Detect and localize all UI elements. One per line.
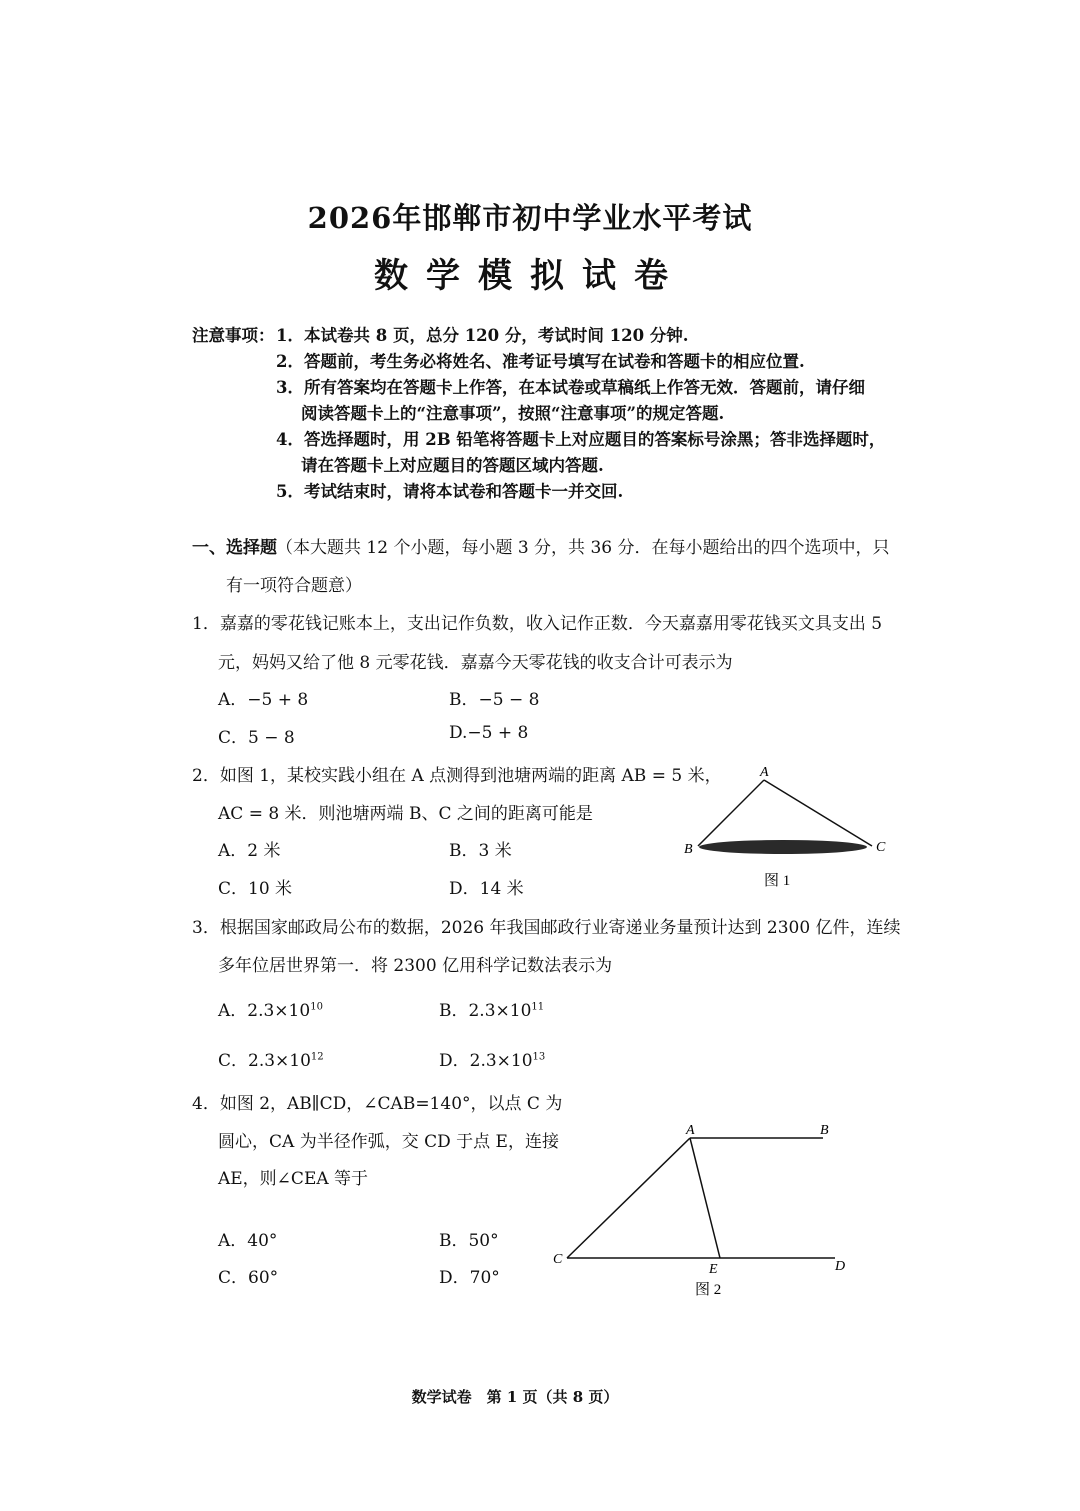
q2-text: 2．如图 1，某校实践小组在 A 点测得到池塘两端的距离 AB = 5 米， [192,766,722,786]
point-c-label: C [553,1252,563,1267]
note-item: 2．答题前，考生务必将姓名、准考证号填写在试卷和答题卡的相应位置. [276,352,805,371]
q4-option-c: C．60° [218,1268,279,1288]
point-a-label: A [760,765,769,780]
q4-text: AE，则∠CEA 等于 [218,1169,369,1189]
note-item: 4．答选择题时，用 2B 铅笔将答题卡上对应题目的答案标号涂黑；答非选择题时， [276,430,886,449]
q2-option-d: D．14 米 [449,879,524,899]
q4-option-a: A．40° [218,1231,278,1251]
q3-text: 多年位居世界第一．将 2300 亿用科学记数法表示为 [218,956,613,976]
q3-option-c: C．$2.3\times 10^{12}$ [218,1051,324,1071]
exam-title: 2026年邯郸市初中学业水平考试 [307,201,753,235]
q2-option-b: B．3 米 [449,841,512,861]
q4-option-d: D．70° [439,1268,500,1288]
q1-text: 元，妈妈又给了他 8 元零花钱．嘉嘉今天零花钱的收支合计可表示为 [218,653,733,673]
q3-option-d: D．$2.3\times 10^{13}$ [439,1051,546,1071]
point-b-label: B [820,1123,829,1138]
q4-text: 4．如图 2，AB∥CD，∠CAB=140°，以点 C 为 [192,1094,563,1114]
segment-ab [698,780,764,846]
section-heading: 一、选择题 [192,538,277,558]
figure-1 [680,760,900,895]
note-item: 1．本试卷共 8 页，总分 120 分，考试时间 120 分钟. [276,326,689,345]
exam-subtitle: 数学模拟试卷 [374,256,686,296]
q2-option-a: A．2 米 [218,841,281,861]
q1-option-b: B．−5 − 8 [449,690,540,710]
q2-text: AC = 8 米．则池塘两端 B、C 之间的距离可能是 [218,804,593,824]
q1-option-a: A．−5 + 8 [218,690,309,710]
page-footer: 数学试卷 第 1 页（共 8 页） [411,1388,619,1406]
point-c-label: C [876,840,886,855]
q3-text: 3．根据国家邮政局公布的数据，2026 年我国邮政行业寄递业务量预计达到 2300 亿件，连续 [192,918,901,938]
point-b-label: B [684,842,693,857]
q2-option-c: C．10 米 [218,879,293,899]
q1-option-c: C．5 − 8 [218,728,295,748]
figure-1-caption: 图 1 [764,873,791,889]
point-d-label: D [835,1259,846,1274]
section-desc: 有一项符合题意） [226,576,362,596]
note-item: 请在答题卡上对应题目的答题区域内答题. [301,456,604,475]
segment-ae [690,1138,720,1258]
q4-text: 圆心，CA 为半径作弧，交 CD 于点 E，连接 [218,1132,559,1152]
note-item: 3．所有答案均在答题卡上作答，在本试卷或草稿纸上作答无效．答题前，请仔细 [276,378,865,397]
point-a-label: A [686,1123,695,1138]
segment-ac [567,1138,690,1258]
note-item: 阅读答题卡上的“注意事项”，按照“注意事项”的规定答题. [301,404,725,423]
figure-2-caption: 图 2 [695,1282,722,1298]
q3-option-b: B．$2.3\times 10^{11}$ [439,1001,545,1021]
point-e-label: E [709,1262,718,1277]
note-item: 5．考试结束时，请将本试卷和答题卡一并交回. [276,482,624,501]
q3-option-a: A．$2.3\times 10^{10}$ [218,1001,323,1021]
segment-ac [764,780,872,846]
pond-shape [699,840,867,854]
q1-option-d: D.−5 + 8 [449,723,529,743]
figure-2 [545,1120,865,1305]
q4-option-b: B．50° [439,1231,499,1251]
q1-text: 1．嘉嘉的零花钱记账本上，支出记作负数，收入记作正数．今天嘉嘉用零花钱买文具支出 5 [192,614,883,634]
notes-label: 注意事项： [192,326,275,345]
section-desc: （本大题共 12 个小题，每小题 3 分，共 36 分．在每小题给出的四个选项中，只 [276,538,890,558]
